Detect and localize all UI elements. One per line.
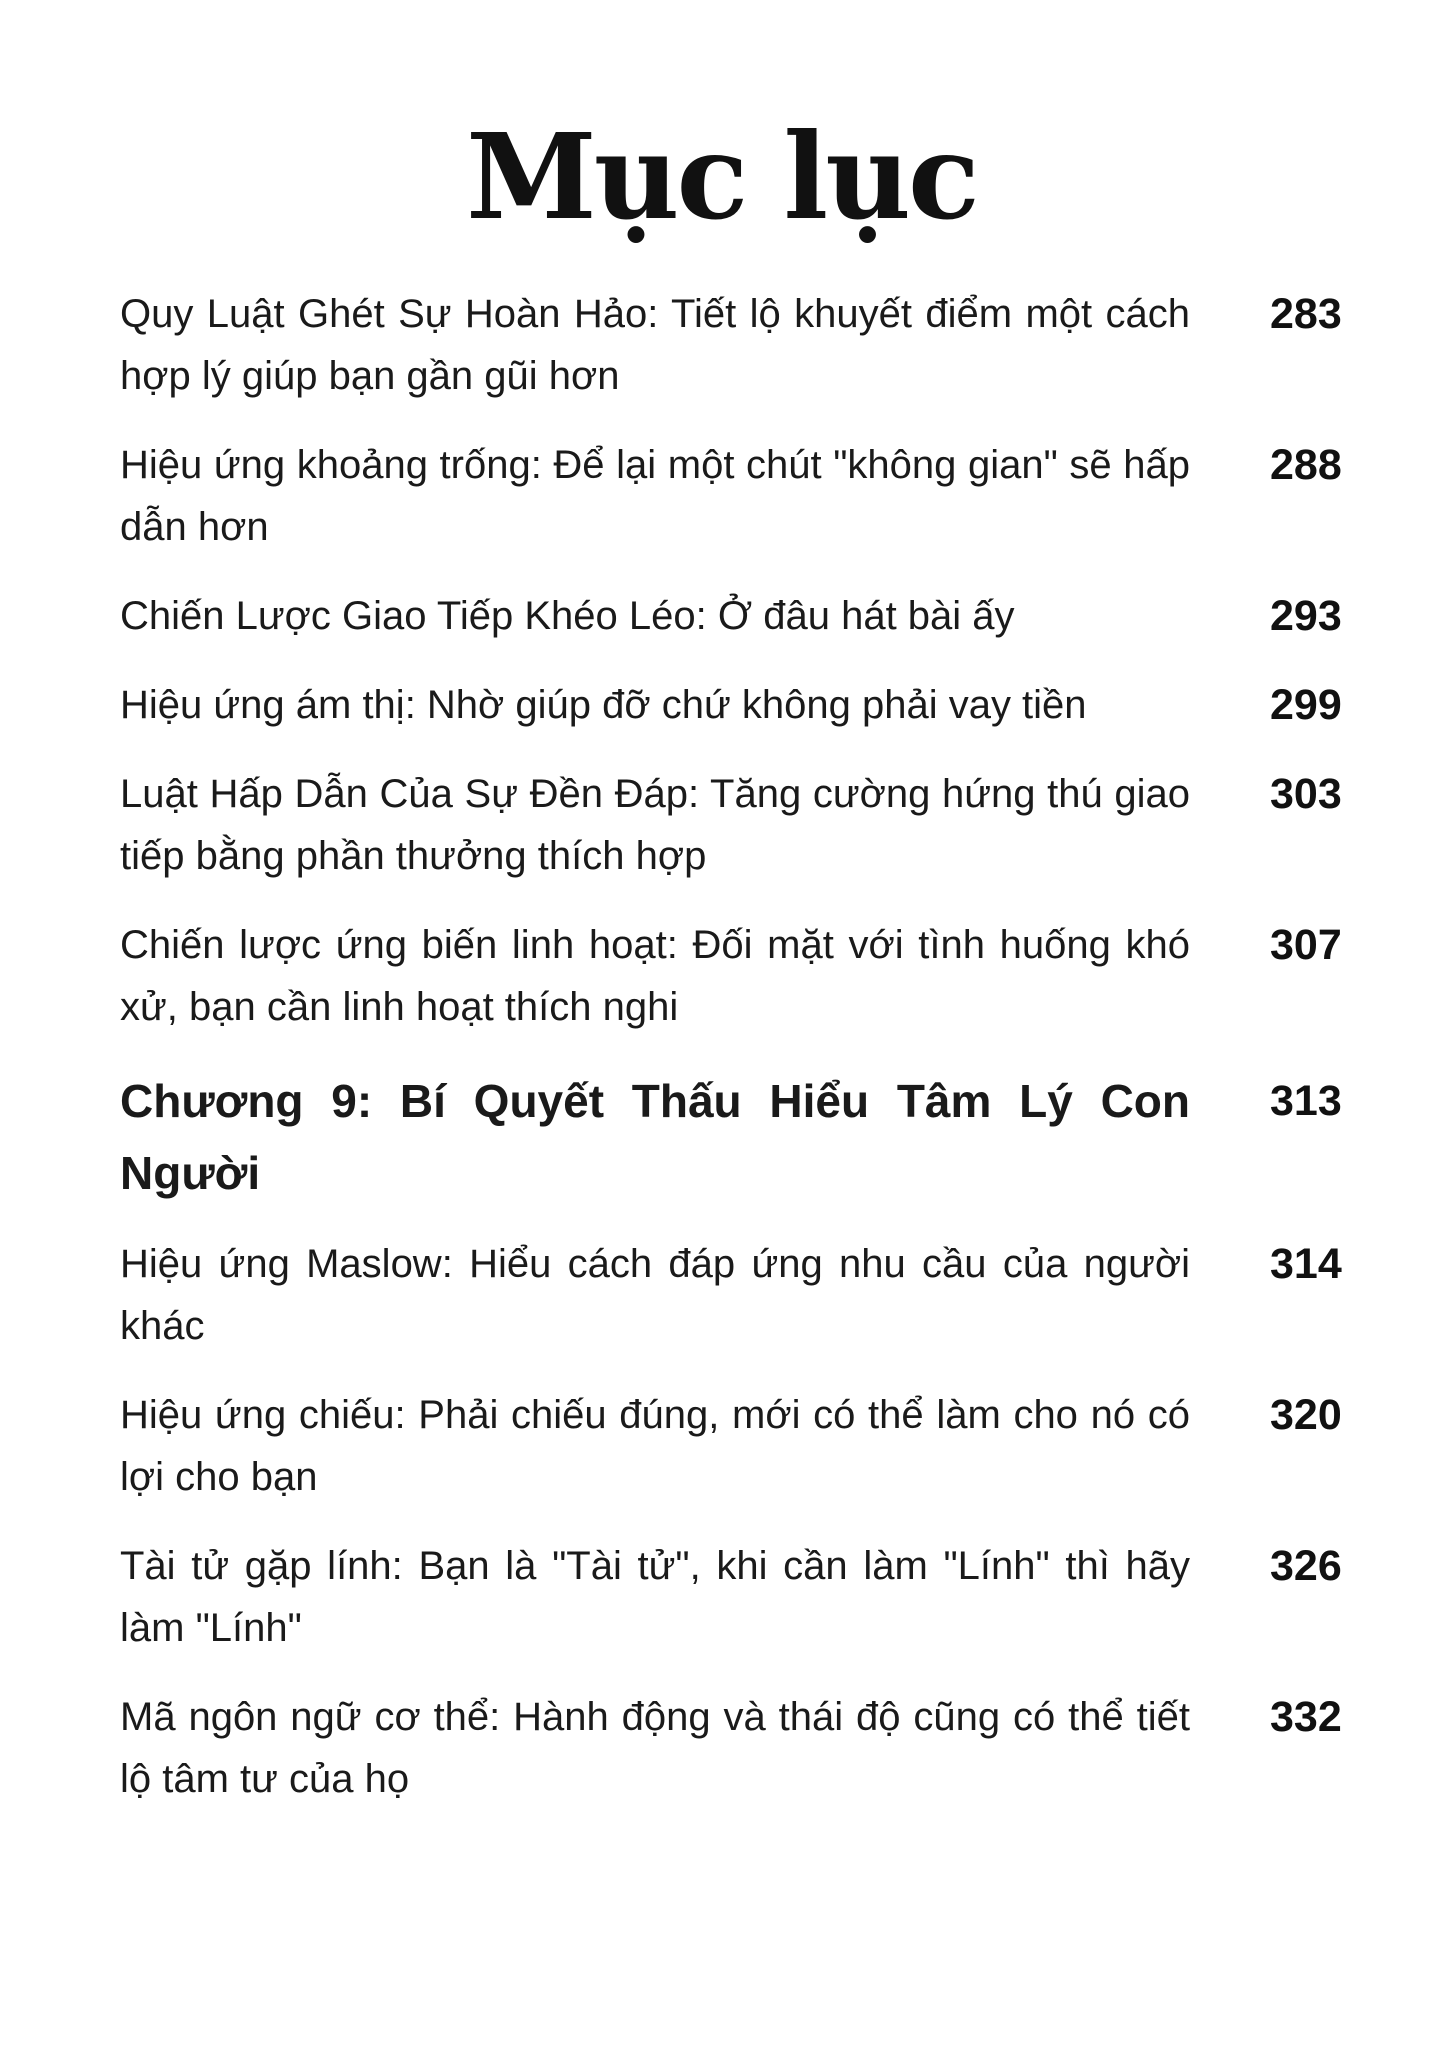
- toc-entry-title: Hiệu ứng chiếu: Phải chiếu đúng, mới có thể làm cho nó có lợi cho bạn: [120, 1393, 1190, 1499]
- toc-entry-title: Chiến lược ứng biến linh hoạt: Đối mặt với tình huống khó xử, bạn cần linh hoạt thích nghi: [120, 923, 1190, 1029]
- toc-entry-title: Quy Luật Ghét Sự Hoàn Hảo: Tiết lộ khuyết điểm một cách hợp lý giúp bạn gần gũi hơn: [120, 292, 1190, 398]
- toc-entry-title: Tài tử gặp lính: Bạn là "Tài tử", khi cần làm "Lính" thì hãy làm "Lính": [120, 1544, 1190, 1650]
- toc-entry-page: 326: [1270, 1542, 1342, 1590]
- toc-entry-page: 299: [1270, 681, 1342, 729]
- toc-entry-page: 283: [1270, 290, 1342, 338]
- toc-entry[interactable]: [120, 1233, 1360, 1357]
- toc-entry[interactable]: [120, 434, 1360, 558]
- toc-entry-title: Chiến Lược Giao Tiếp Khéo Léo: Ở đâu hát bài ấy: [120, 594, 1015, 638]
- toc-entry[interactable]: [120, 914, 1360, 1038]
- toc-entry-page: 314: [1270, 1240, 1342, 1288]
- toc-entry[interactable]: [120, 674, 1360, 736]
- toc-entry-title: Hiệu ứng Maslow: Hiểu cách đáp ứng nhu cầu của người khác: [120, 1242, 1190, 1348]
- toc-entry-page: 288: [1270, 441, 1342, 489]
- toc-entry[interactable]: [120, 585, 1360, 647]
- toc-entry-title: Hiệu ứng khoảng trống: Để lại một chút "không gian" sẽ hấp dẫn hơn: [120, 443, 1190, 549]
- chapter-title: Chương 9: Bí Quyết Thấu Hiểu Tâm Lý Con Người: [120, 1075, 1190, 1199]
- toc-entry[interactable]: [120, 763, 1360, 887]
- toc-chapter-heading[interactable]: [120, 1065, 1360, 1209]
- toc-entry[interactable]: [120, 283, 1360, 407]
- toc-entry-title: Luật Hấp Dẫn Của Sự Đền Đáp: Tăng cường hứng thú giao tiếp bằng phần thưởng thích hợp: [120, 772, 1190, 878]
- toc-entry-title: Hiệu ứng ám thị: Nhờ giúp đỡ chứ không phải vay tiền: [120, 683, 1087, 727]
- toc-entry-page: 307: [1270, 921, 1342, 969]
- toc-entry[interactable]: [120, 1686, 1360, 1810]
- page-title: Mục lục: [466, 107, 977, 246]
- toc-entry-page: 293: [1270, 592, 1342, 640]
- toc-entry[interactable]: [120, 1535, 1360, 1659]
- toc-entry-page: 320: [1270, 1391, 1342, 1439]
- toc-entry-page: 303: [1270, 770, 1342, 818]
- toc-entry-page: 332: [1270, 1693, 1342, 1741]
- toc-entry-title: Mã ngôn ngữ cơ thể: Hành động và thái độ cũng có thể tiết lộ tâm tư của họ: [120, 1695, 1190, 1801]
- chapter-page: 313: [1270, 1077, 1342, 1125]
- toc-entry[interactable]: [120, 1384, 1360, 1508]
- toc-list: [120, 283, 1360, 1837]
